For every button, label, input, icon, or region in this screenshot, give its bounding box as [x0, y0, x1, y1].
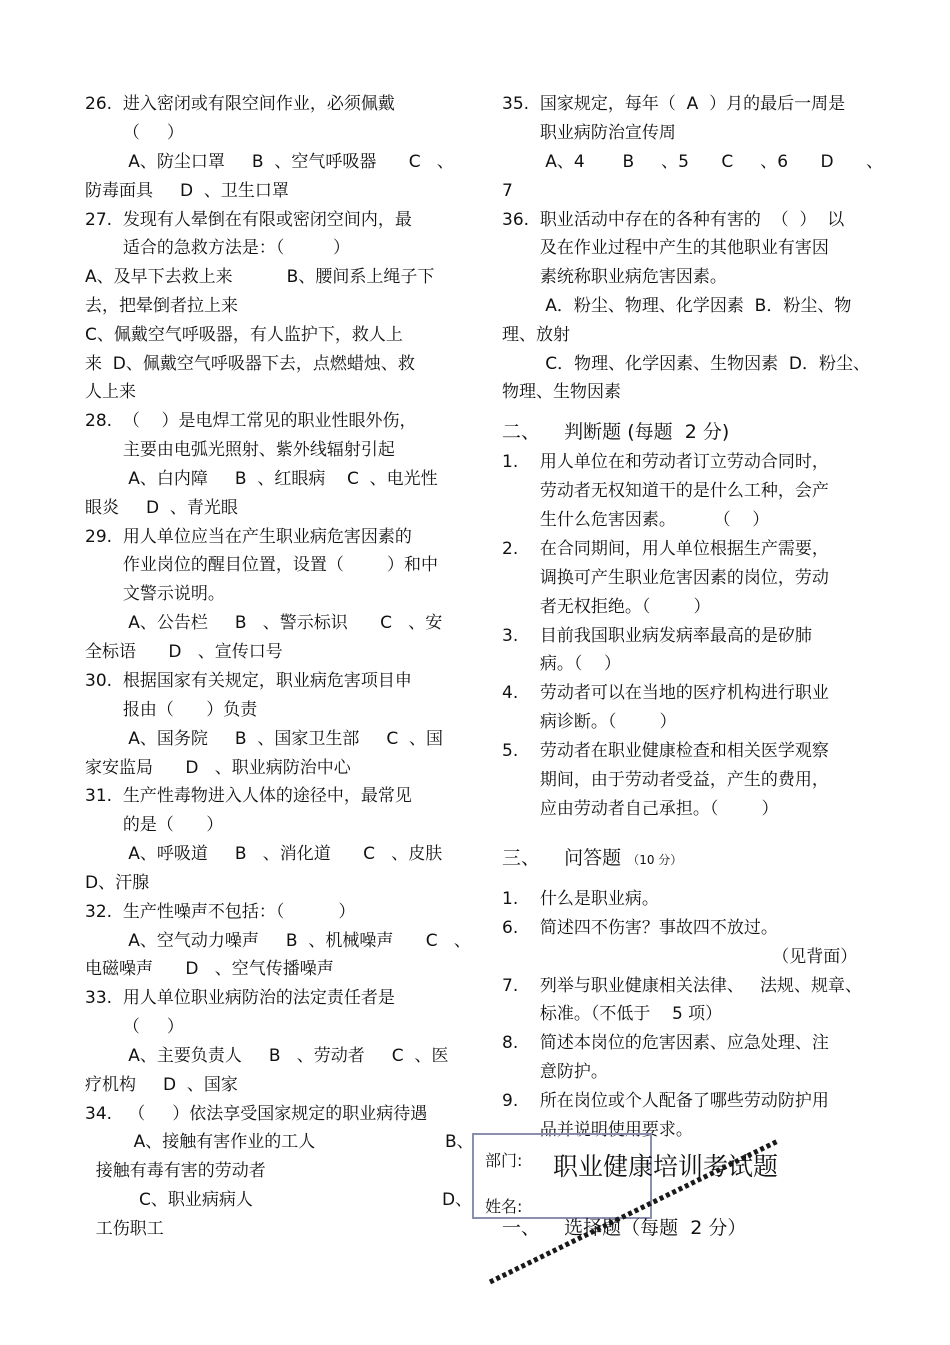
- q28-options-1: A、白内障 B 、红眼病 C 、电光性: [85, 469, 438, 489]
- qa8-line-2: 意防护。: [502, 1062, 608, 1082]
- q28-line-2: 主要由电弧光照射、紫外线辐射引起: [85, 440, 395, 460]
- q29-line-2: 作业岗位的醒目位置，设置（ ）和中: [85, 555, 439, 575]
- q30-line-2: 报由（ ）负责: [85, 700, 258, 720]
- q36-line-3: 素统称职业病危害因素。: [502, 267, 727, 287]
- section1-heading: 一、 选择题（每题 2 分）: [502, 1217, 747, 1239]
- q33-line-1: 33. 用人单位职业病防治的法定责任者是: [85, 988, 395, 1008]
- q36-options-1: A．粉尘、物理、化学因素 B．粉尘、物: [502, 296, 852, 316]
- tf3-line-1: 3. 目前我国职业病发病率最高的是矽肺: [502, 626, 812, 646]
- q28-options-2: 眼炎 D 、青光眼: [85, 498, 238, 518]
- q26-line-2: （ ）: [85, 123, 184, 143]
- q31-line-1: 31. 生产性毒物进入人体的途径中，最常见: [85, 786, 412, 806]
- q35-options-2: 7: [502, 181, 513, 201]
- q34-options-1: A、接触有害作业的工人 B、: [85, 1132, 474, 1152]
- q32-options-1: A、空气动力噪声 B 、机械噪声 C 、: [85, 931, 471, 951]
- tf5-line-3: 应由劳动者自己承担。（ ）: [502, 799, 779, 819]
- q36-options-2: 理、放射: [502, 325, 570, 345]
- q35-line-2: 职业病防治宣传周: [502, 123, 676, 143]
- q34-line-1: 34. （ ）依法享受国家规定的职业病待遇: [85, 1104, 428, 1124]
- q36-line-1: 36. 职业活动中存在的各种有害的 （ ） 以: [502, 210, 845, 230]
- q26-options-1: A、防尘口罩 B 、空气呼吸器 C 、: [85, 152, 454, 172]
- q32-options-2: 电磁噪声 D 、空气传播噪声: [85, 959, 334, 979]
- q33-line-2: （ ）: [85, 1017, 184, 1037]
- tf2-line-2: 调换可产生职业危害因素的岗位，劳动: [502, 568, 829, 588]
- tf2-line-3: 者无权拒绝。（ ）: [502, 597, 711, 617]
- q30-options-2: 家安监局 D 、职业病防治中心: [85, 758, 351, 778]
- q28-line-1: 28. （ ）是电焊工常见的职业性眼外伤，: [85, 411, 417, 431]
- tf3-line-2: 病。（ ）: [502, 654, 621, 674]
- q27-options-1: A、及早下去救上来 B、腰间系上绳子下: [85, 267, 435, 287]
- q31-options-1: A、呼吸道 B 、消化道 C 、皮肤: [85, 844, 443, 864]
- q30-line-1: 30. 根据国家有关规定，职业病危害项目申: [85, 671, 412, 691]
- q27-options-4: 来 D、佩戴空气呼吸器下去，点燃蜡烛、救: [85, 354, 415, 374]
- q33-options-2: 疗机构 D 、国家: [85, 1075, 238, 1095]
- q26-options-2: 防毒面具 D 、卫生口罩: [85, 181, 289, 201]
- tf2-line-1: 2. 在合同期间，用人单位根据生产需要，: [502, 539, 829, 559]
- qa8-line-1: 8. 简述本岗位的危害因素、应急处理、注: [502, 1033, 829, 1053]
- q35-line-1: 35. 国家规定，每年（ A ）月的最后一周是: [502, 94, 846, 114]
- section3-heading-points: （10 分）: [627, 853, 683, 867]
- tf1-line-3: 生什么危害因素。 （ ）: [502, 510, 770, 530]
- qa7-line-1: 7. 列举与职业健康相关法律、 法规、规章、: [502, 976, 863, 996]
- qa6-see-back: （见背面）: [502, 947, 858, 967]
- q31-options-2: D、汗腺: [85, 873, 150, 893]
- q27-options-3: C、佩戴空气呼吸器，有人监护下，救人上: [85, 325, 403, 345]
- q33-options-1: A、主要负责人 B 、劳动者 C 、医: [85, 1046, 449, 1066]
- q31-line-2: 的是（ ）: [85, 815, 224, 835]
- section3-heading-main: 三、 问答题: [502, 847, 622, 869]
- tf4-line-1: 4. 劳动者可以在当地的医疗机构进行职业: [502, 683, 829, 703]
- q29-options-2: 全标语 D 、宣传口号: [85, 642, 283, 662]
- qa1-line-1: 1. 什么是职业病。: [502, 889, 659, 909]
- q36-options-3: C．物理、化学因素、生物因素 D．粉尘、: [502, 354, 870, 374]
- q34-options-2: 接触有毒有害的劳动者: [85, 1161, 266, 1181]
- q29-options-1: A、公告栏 B 、警示标识 C 、安: [85, 613, 443, 633]
- qa7-line-2: 标准。（不低于 5 项）: [502, 1004, 723, 1024]
- q34-options-4: 工伤职工: [85, 1219, 164, 1239]
- tf1-line-2: 劳动者无权知道干的是什么工种，会产: [502, 481, 829, 501]
- qa6-line-1: 6. 简述四不伤害？事故四不放过。: [502, 918, 778, 938]
- name-label: 姓名:: [485, 1197, 523, 1216]
- q27-options-5: 人上来: [85, 382, 136, 402]
- q35-options-1: A、4 B 、5 C 、6 D 、: [502, 152, 884, 172]
- q27-line-1: 27. 发现有人晕倒在有限或密闭空间内，最: [85, 210, 412, 230]
- q34-options-3: C、职业病病人 D、: [85, 1190, 473, 1210]
- dept-label: 部门:: [485, 1151, 523, 1170]
- exam-title: 职业健康培训考试题: [553, 1152, 779, 1181]
- tf4-line-2: 病诊断。（ ）: [502, 712, 677, 732]
- section2-heading: 二、 判断题 (每题 2 分): [502, 421, 730, 443]
- q29-line-3: 文警示说明。: [85, 584, 225, 604]
- q36-line-2: 及在作业过程中产生的其他职业有害因: [502, 238, 829, 258]
- q36-options-4: 物理、生物因素: [502, 382, 621, 402]
- tf1-line-1: 1. 用人单位在和劳动者订立劳动合同时，: [502, 452, 829, 472]
- q27-options-2: 去，把晕倒者拉上来: [85, 296, 238, 316]
- q32-line-1: 32. 生产性噪声不包括：（ ）: [85, 902, 356, 922]
- tf5-line-2: 期间，由于劳动者受益，产生的费用，: [502, 770, 829, 790]
- q26-line-1: 26. 进入密闭或有限空间作业，必须佩戴: [85, 94, 395, 114]
- tf5-line-1: 5. 劳动者在职业健康检查和相关医学观察: [502, 741, 829, 761]
- q30-options-1: A、国务院 B 、国家卫生部 C 、国: [85, 729, 444, 749]
- q27-line-2: 适合的急救方法是：（ ）: [85, 238, 350, 258]
- qa9-line-1: 9. 所在岗位或个人配备了哪些劳动防护用: [502, 1091, 829, 1111]
- q29-line-1: 29. 用人单位应当在产生职业病危害因素的: [85, 527, 412, 547]
- qa9-line-2: 品并说明使用要求。: [502, 1120, 693, 1140]
